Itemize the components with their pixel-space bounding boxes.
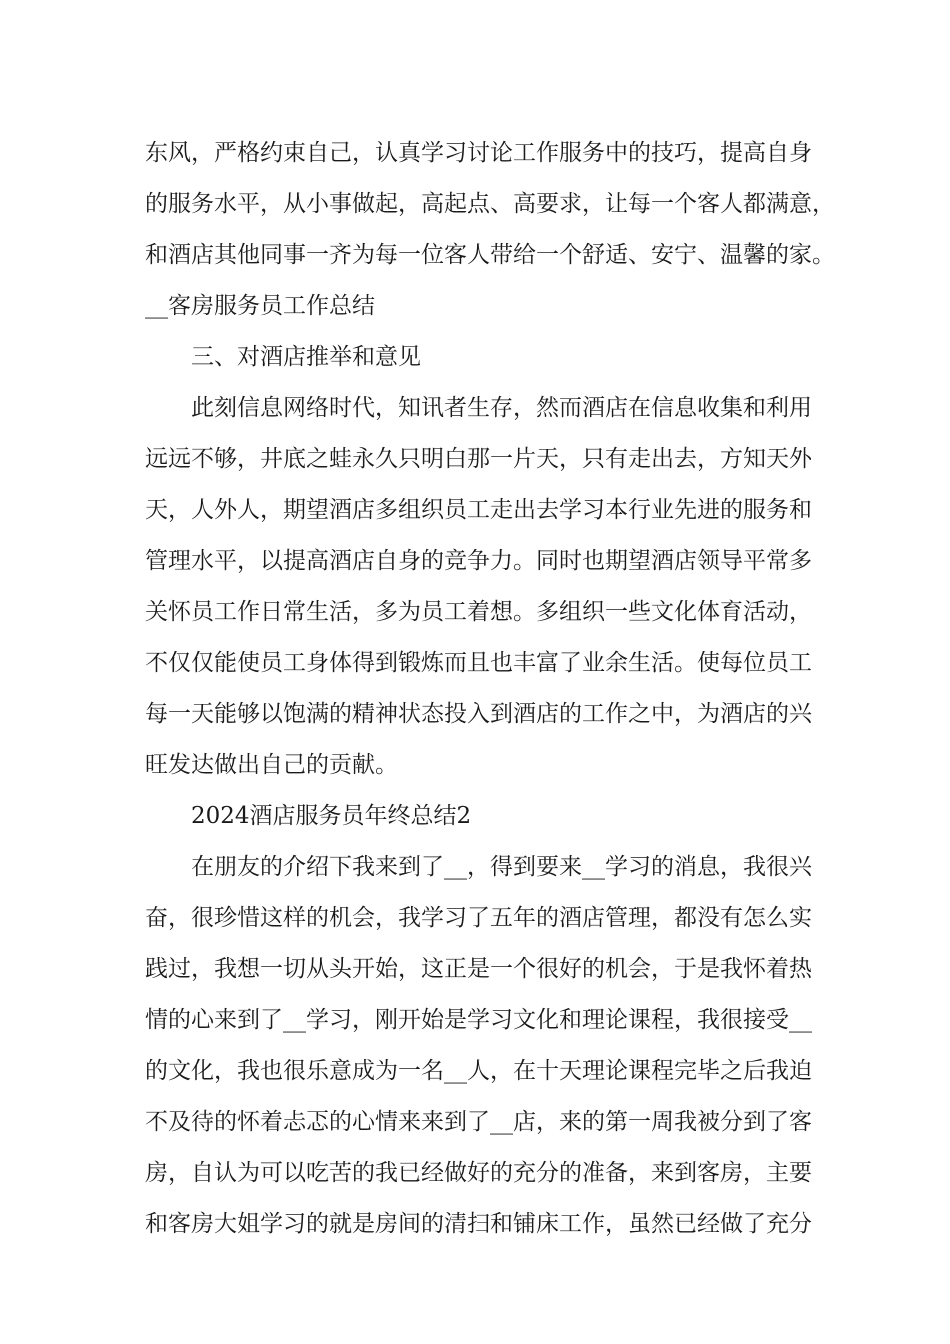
paragraph-line: 每一天能够以饱满的精神状态投入到酒店的工作之中，为酒店的兴: [145, 701, 812, 727]
paragraph-line: 此刻信息网络时代，知讯者生存，然而酒店在信息收集和利用: [191, 395, 812, 421]
paragraph-line: 和酒店其他同事一齐为每一位客人带给一个舒适、安宁、温馨的家。: [145, 242, 835, 268]
paragraph-line: 房，自认为可以吃苦的我已经做好的充分的准备，来到客房，主要: [145, 1160, 812, 1186]
document-body: [145, 128, 835, 1250]
paragraph-line: 远远不够，井底之蛙永久只明白那一片天，只有走出去，方知天外: [145, 446, 812, 472]
paragraph-line: 管理水平，以提高酒店自身的竞争力。同时也期望酒店领导平常多: [145, 548, 812, 574]
paragraph-line: 情的心来到了__学习，刚开始是学习文化和理论课程，我很接受__: [145, 1007, 812, 1033]
section-heading: 2024酒店服务员年终总结2: [191, 803, 472, 829]
paragraph-line: 关怀员工作日常生活，多为员工着想。多组织一些文化体育活动，: [145, 599, 812, 625]
section-heading: 三、对酒店推举和意见: [191, 344, 421, 370]
paragraph-line: 的文化，我也很乐意成为一名__人，在十天理论课程完毕之后我迫: [145, 1058, 812, 1084]
paragraph-line: 旺发达做出自己的贡献。: [145, 752, 398, 778]
paragraph-line: 奋，很珍惜这样的机会，我学习了五年的酒店管理，都没有怎么实: [145, 905, 812, 931]
paragraph-line: 践过，我想一切从头开始，这正是一个很好的机会，于是我怀着热: [145, 956, 812, 982]
paragraph-line: 东风，严格约束自己，认真学习讨论工作服务中的技巧，提高自身: [145, 140, 812, 166]
paragraph-line: 不及待的怀着忐忑的心情来来到了__店，来的第一周我被分到了客: [145, 1109, 812, 1135]
paragraph-line: 和客房大姐学习的就是房间的清扫和铺床工作，虽然已经做了充分: [145, 1211, 812, 1237]
paragraph-line: 在朋友的介绍下我来到了__，得到要来__学习的消息，我很兴: [191, 854, 812, 880]
section-title: __客房服务员工作总结: [145, 293, 375, 319]
paragraph-line: 天，人外人，期望酒店多组织员工走出去学习本行业先进的服务和: [145, 497, 812, 523]
paragraph-line: 不仅仅能使员工身体得到锻炼而且也丰富了业余生活。使每位员工: [145, 650, 812, 676]
paragraph-line: 的服务水平，从小事做起，高起点、高要求，让每一个客人都满意，: [145, 191, 835, 217]
